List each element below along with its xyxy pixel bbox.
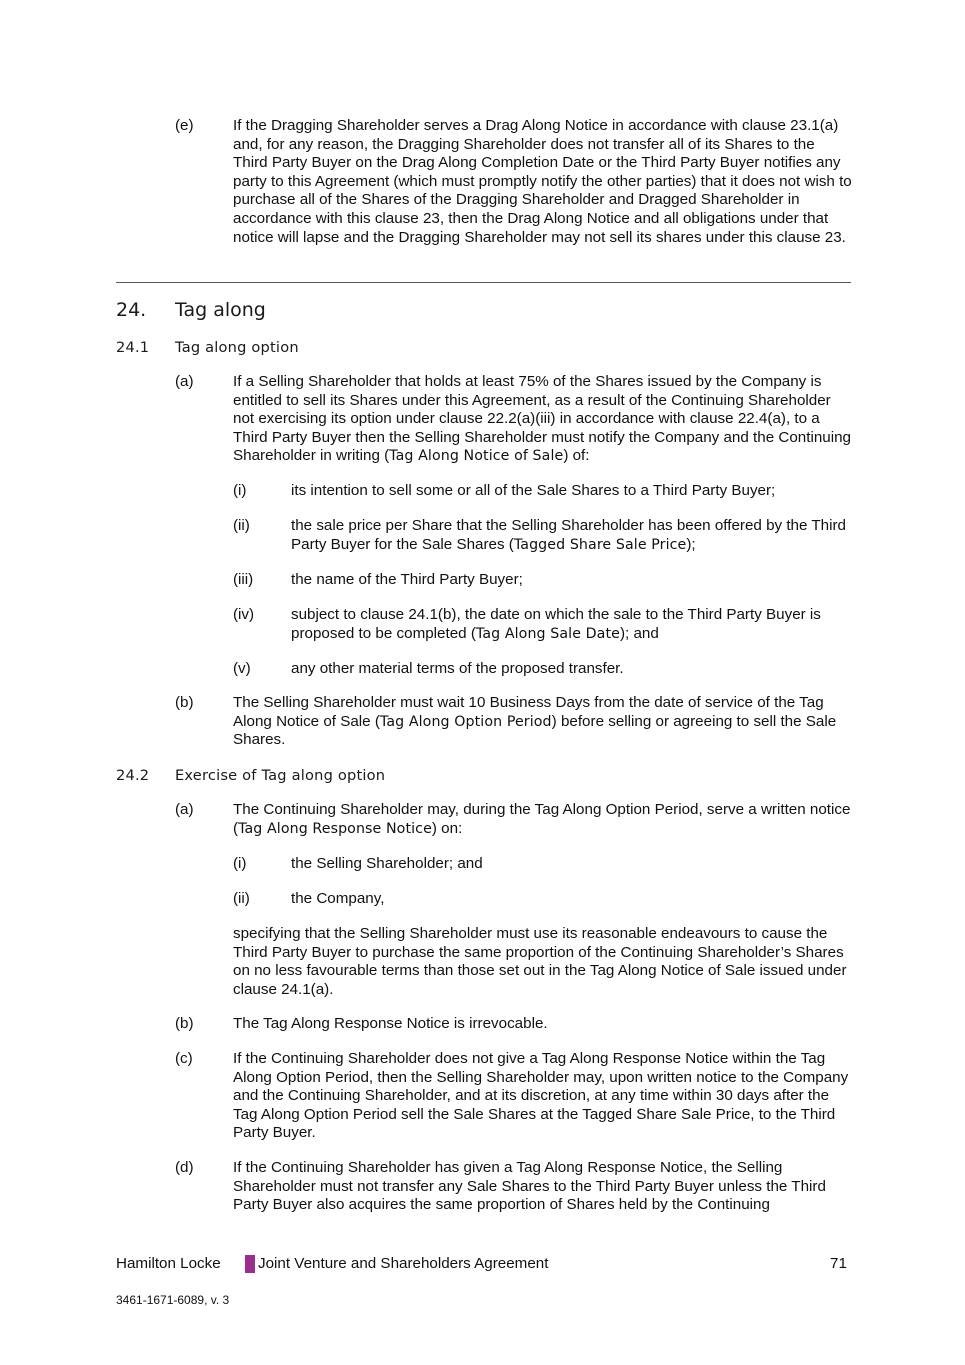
footer-page-number: 71 — [830, 1255, 847, 1272]
clause-24-1-b-text: The Selling Shareholder must wait 10 Business Days from the date of service of the Tag Along Notice of Sale (Tag Along Option Period) before selling or agreeing to sell the Sale Shares. — [233, 694, 837, 749]
clause-24-1-a-text: If a Selling Shareholder that holds at least 75% of the Shares issued by the Company is entitled to sell its Shares under this Agreement, as a result of the Continuing Shareholder not exercising its option under clause 22.2(a)(iii) in accordance with clause 22.4(a), to a Third Party Buyer then the Selling Shareholder must notify the Company and the Continuing Shareholder in writing (Tag Along Notice of Sale) of: — [233, 373, 851, 465]
clause-24-1-a-v-text: any other material terms of the proposed transfer. — [291, 660, 624, 677]
section-24-number: 24. — [116, 299, 147, 321]
clause-24-1-title: Tag along option — [175, 339, 299, 356]
clause-24-2-a-text: The Continuing Shareholder may, during the Tag Along Option Period, serve a written notice (Tag Along Response Notice) on: — [233, 801, 851, 837]
clause-24-2-number: 24.2 — [116, 767, 150, 784]
clause-24-2-c-label: (c) — [175, 1050, 193, 1067]
clause-24-2-d-text: If the Continuing Shareholder has given a Tag Along Response Notice, the Selling Shareholder must not transfer any Sale Shares to the Third Party Buyer unless the Third Party Buyer also acquires the same proportion of Shares held by the Continuing — [233, 1159, 826, 1214]
clause-24-2-title: Exercise of Tag along option — [175, 767, 386, 784]
clause-24-1-a-iv-label: (iv) — [233, 606, 255, 623]
clause-24-2-a-label: (a) — [175, 801, 194, 818]
clause-24-1-a-iii-text: the name of the Third Party Buyer; — [291, 571, 523, 588]
clause-24-1-b-label: (b) — [175, 694, 194, 711]
section-24-title: Tag along — [175, 299, 266, 321]
clause-24-2-a-continuation: specifying that the Selling Shareholder must use its reasonable endeavours to cause the Third Party Buyer to purchase the same proportion of the Continuing Shareholder’s Shares on no less favourable terms than those set out in the Tag Along Notice of Sale issued under clause 24.1(a). — [233, 925, 847, 998]
clause-24-1-a-iv-text: subject to clause 24.1(b), the date on which the sale to the Third Party Buyer is proposed to be completed (Tag Along Sale Date); and — [291, 606, 821, 642]
defined-term-tag-along-option-period: Tag Along Option Period — [379, 713, 552, 730]
footer-doc-reference: 3461-1671-6089, v. 3 — [116, 1293, 230, 1307]
clause-24-2-c-text: If the Continuing Shareholder does not give a Tag Along Response Notice within the Tag Along Option Period, then the Selling Shareholder may, upon written notice to the Company and the Continuing Shareholder, and at its discretion, at any time within 30 days after the Tag Along Option Period sell the Sale Shares at the Tagged Share Sale Price, to the Third Party Buyer. — [233, 1050, 849, 1142]
clause-24-2-b-text: The Tag Along Response Notice is irrevocable. — [233, 1015, 548, 1032]
clause-23-e-label: (e) — [175, 117, 194, 134]
clause-24-2-b-label: (b) — [175, 1015, 194, 1032]
clause-24-2-d-label: (d) — [175, 1159, 194, 1176]
defined-term-tag-along-response-notice: Tag Along Response Notice — [238, 820, 432, 837]
clause-24-1-a-i-text: its intention to sell some or all of the Sale Shares to a Third Party Buyer; — [291, 482, 776, 499]
clause-24-1-a-ii-label: (ii) — [233, 517, 250, 534]
clause-24-1-a-v-label: (v) — [233, 660, 251, 677]
defined-term-tag-along-notice-of-sale: Tag Along Notice of Sale — [389, 448, 564, 465]
defined-term-tagged-share-sale-price: Tagged Share Sale Price — [513, 536, 687, 553]
clause-24-2-a-ii-label: (ii) — [233, 890, 250, 907]
clause-24-2-a-ii-text: the Company, — [291, 890, 385, 907]
clause-24-1-number: 24.1 — [116, 339, 150, 356]
footer-accent-bar — [245, 1255, 255, 1273]
clause-24-2-a-i-label: (i) — [233, 855, 247, 872]
footer-firm-name: Hamilton Locke — [116, 1255, 221, 1272]
clause-24-2-a-i-text: the Selling Shareholder; and — [291, 855, 483, 872]
clause-24-1-a-label: (a) — [175, 373, 194, 390]
clause-23-e-text: If the Dragging Shareholder serves a Drag Along Notice in accordance with clause 23.1(a) and, for any reason, the Dragging Shareholder does not transfer all of its Shares to the Third Party Buyer on the Drag Along Completion Date or the Third Party Buyer notifies any party to this Agreement (which must promptly notify the other parties) that it does not wish to purchase all of the Shares of the Dragging Shareholder and Dragged Shareholder in accordance with this clause 23, then the Drag Along Notice and all obligations under that notice will lapse and the Dragging Shareholder may not sell its shares under this clause 23. — [233, 117, 852, 246]
clause-24-1-a-iii-label: (iii) — [233, 571, 254, 588]
clause-24-1-a-ii-text: the sale price per Share that the Selling Shareholder has been offered by the Third Party Buyer for the Sale Shares (Tagged Share Sale Price); — [291, 517, 846, 553]
clause-24-1-a-i-label: (i) — [233, 482, 247, 499]
defined-term-tag-along-sale-date: Tag Along Sale Date — [475, 625, 620, 642]
footer-document-title: Joint Venture and Shareholders Agreement — [258, 1255, 549, 1272]
section-divider — [116, 282, 851, 283]
